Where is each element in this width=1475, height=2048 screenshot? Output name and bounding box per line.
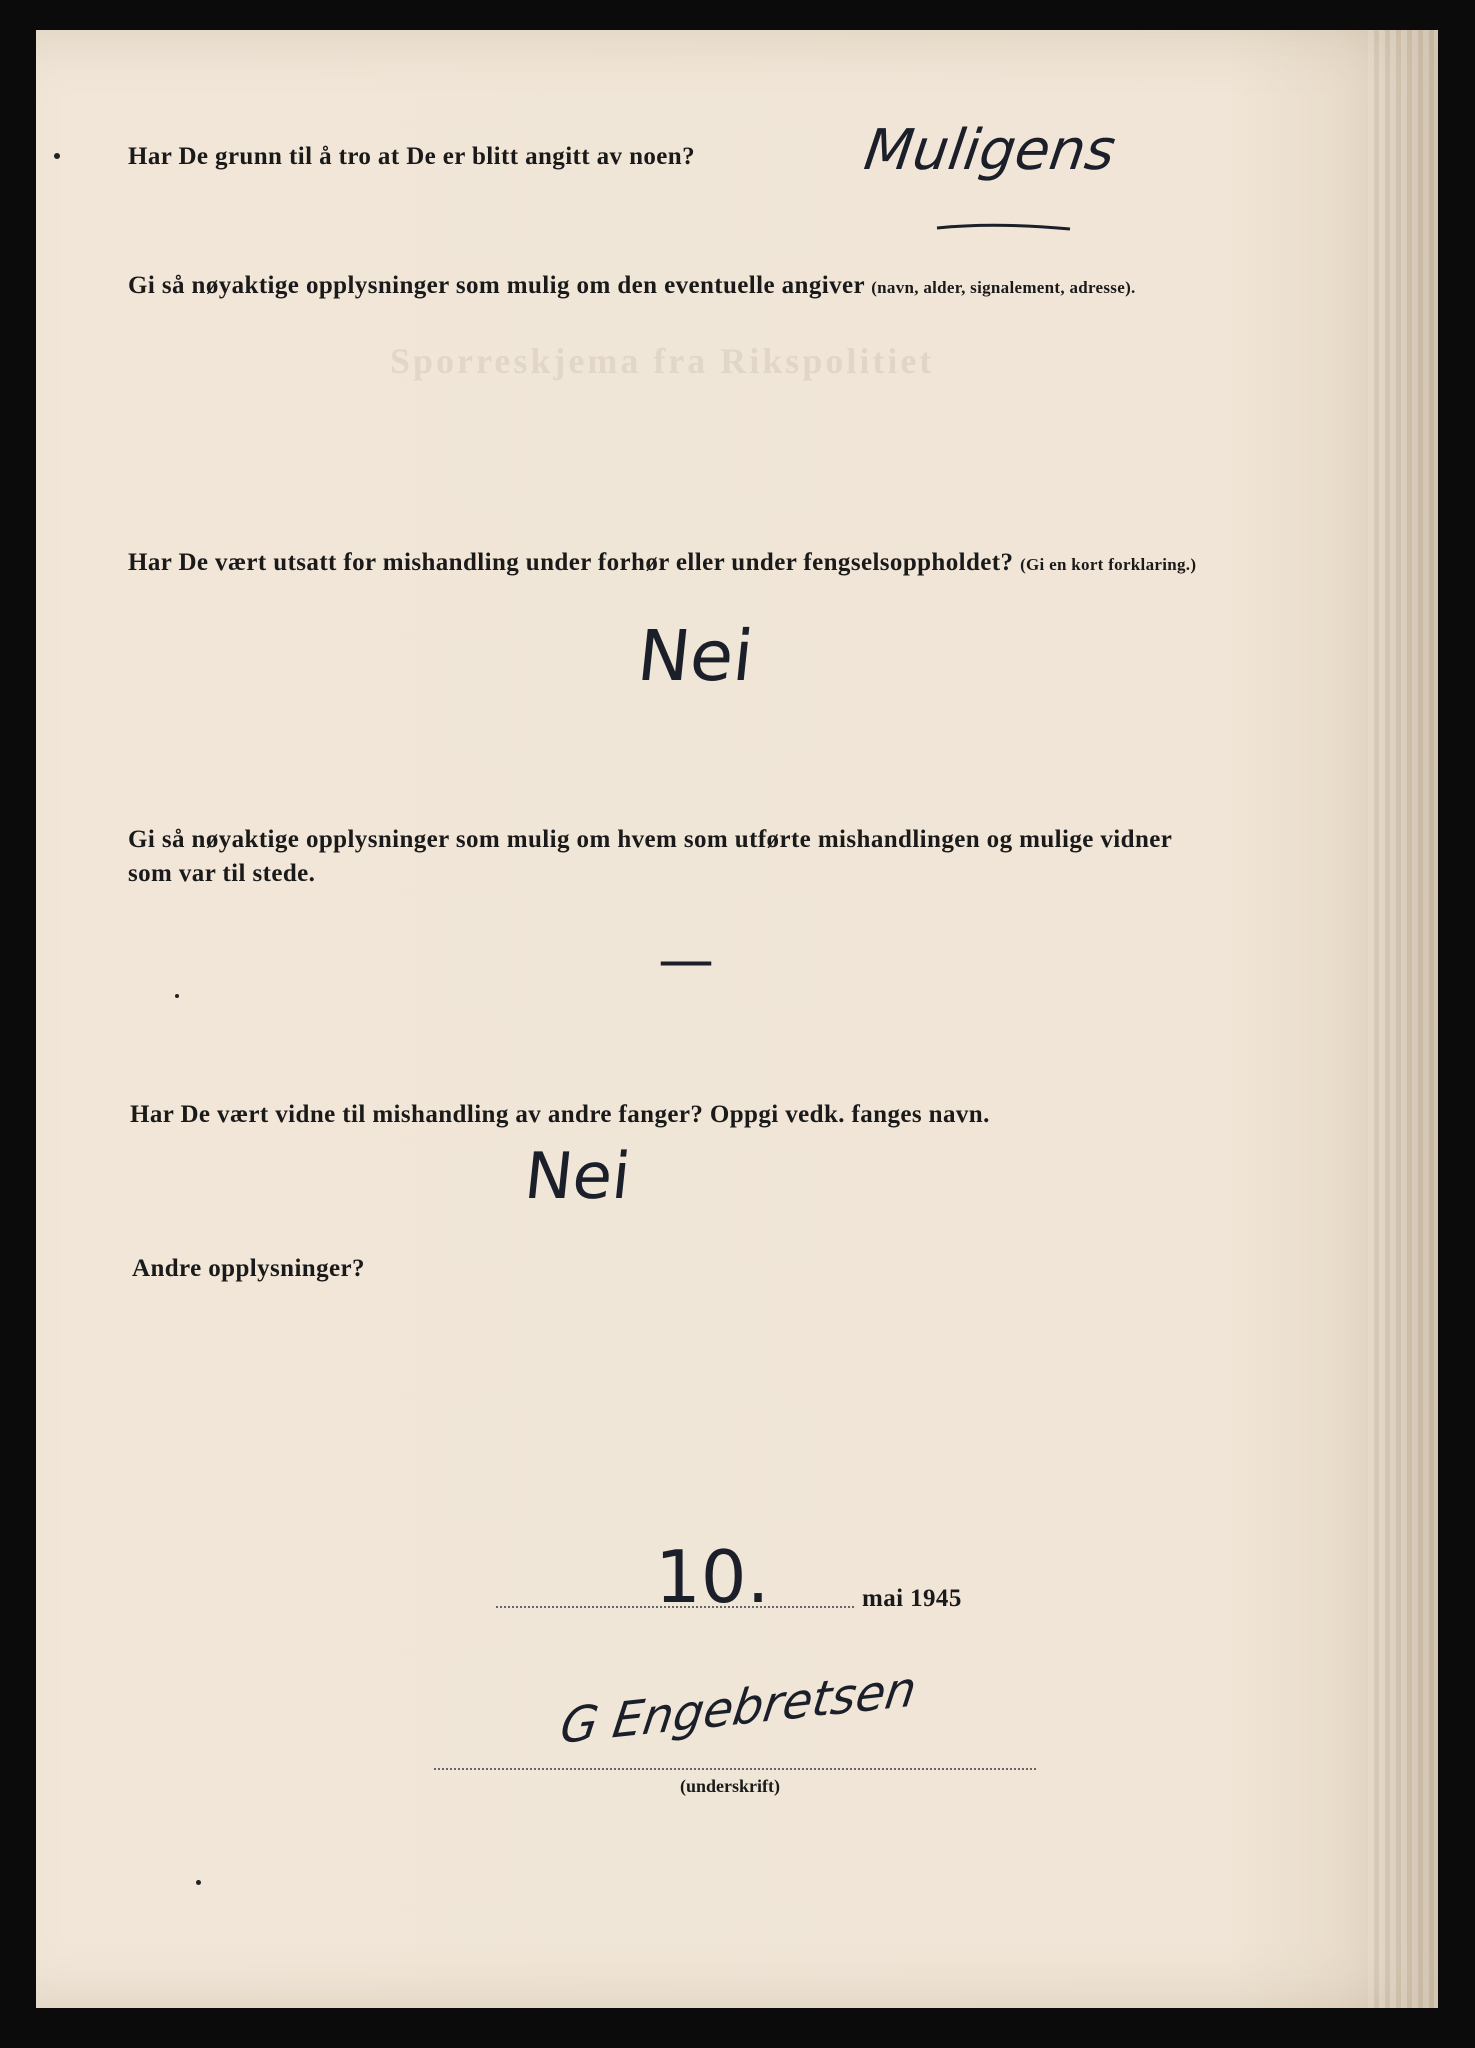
- stray-mark-bottom: [196, 1880, 201, 1885]
- question-angiver: [128, 272, 1136, 300]
- question-angiver-text: Gi så nøyaktige opplysninger som mulig om den eventuelle angiver: [128, 272, 865, 299]
- question-mishandling-note: (Gi en kort forklaring.): [1020, 555, 1197, 574]
- question-angiver-note: (navn, alder, signalement, adresse).: [871, 278, 1136, 297]
- bullet-mark: [54, 153, 60, 159]
- signature: G Engebretsen: [556, 1660, 920, 1756]
- page-edge: [1368, 30, 1438, 2008]
- question-utforte-line2: som var til stede.: [128, 860, 316, 887]
- question-utforte: Gi så nøyaktige opplysninger som mulig om hvem som utførte mishandlingen og mulige vidner: [128, 826, 1173, 853]
- show-through-text: Sporreskjema fra Rikspolitiet: [390, 341, 935, 381]
- answer-underline: [935, 220, 1075, 234]
- signature-label: (underskrift): [680, 1776, 780, 1796]
- signature-line: [434, 1768, 1036, 1770]
- question-vidne: Har De vært vidne til mishandling av andre fanger? Oppgi vedk. fanges navn.: [130, 1101, 990, 1128]
- question-mishandling: [128, 549, 1196, 577]
- answer-vidne: Nei: [521, 1140, 634, 1214]
- answer-angitt: Muligens: [860, 118, 1120, 183]
- date-line: [496, 1606, 854, 1608]
- question-mishandling-text: Har De vært utsatt for mishandling under forhør eller under fengselsoppholdet?: [128, 549, 1014, 576]
- answer-utforte: —: [658, 928, 714, 993]
- date-month-year: mai 1945: [862, 1585, 962, 1612]
- stray-mark: [175, 994, 179, 998]
- question-andre: Andre opplysninger?: [132, 1255, 365, 1282]
- answer-mishandling: Nei: [633, 615, 758, 697]
- date-day: 10.: [655, 1535, 770, 1619]
- question-angitt: Har De grunn til å tro at De er blitt angitt av noen?: [128, 143, 696, 170]
